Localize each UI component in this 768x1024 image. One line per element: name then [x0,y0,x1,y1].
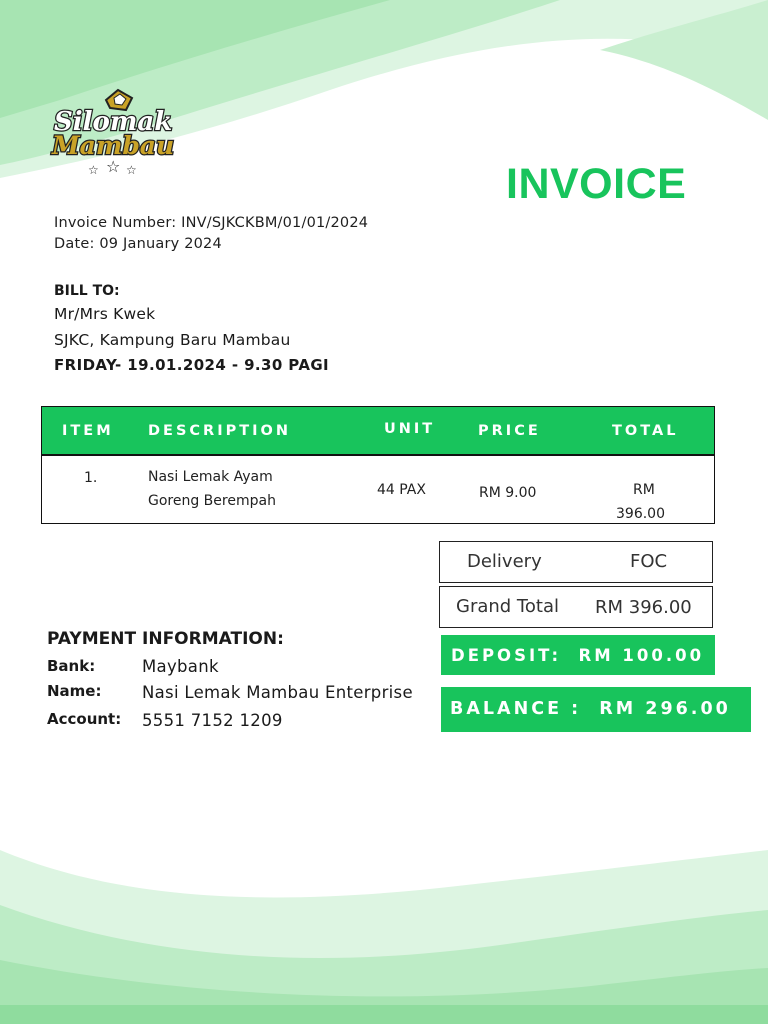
grand-total-label: Grand Total [456,596,559,617]
delivery-value: FOC [630,551,668,572]
header-price: PRICE [478,423,541,439]
grand-total-value: RM 396.00 [595,597,692,618]
bank-value: Maybank [142,657,219,676]
account-value: 5551 7152 1209 [142,711,283,730]
row-description-line2: Goreng Berempah [148,493,276,509]
grand-total-box [439,586,713,628]
logo-graphic [48,86,198,178]
header-total: TOTAL [612,423,679,439]
row-price: RM 9.00 [479,485,537,501]
deposit-bar: DEPOSIT: RM 100.00 [441,635,715,675]
invoice-number: Invoice Number: INV/SJKCKBM/01/01/2024 [54,215,369,231]
delivery-box [439,541,713,583]
header-item: ITEM [62,423,114,439]
bill-to-address: SJKC, Kampung Baru Mambau [54,331,291,349]
svg-text:Silomak: Silomak [54,107,173,137]
payment-title: PAYMENT INFORMATION: [47,629,284,649]
svg-text:Mambau: Mambau [52,131,175,160]
row-total-line1: RM [633,482,655,498]
bank-label: Bank: [47,657,96,675]
svg-text:☆: ☆ [106,157,121,176]
delivery-label: Delivery [467,551,542,572]
row-description-line1: Nasi Lemak Ayam [148,469,273,485]
account-label: Account: [47,710,122,728]
invoice-date: Date: 09 January 2024 [54,236,222,252]
header-description: DESCRIPTION [148,423,291,439]
items-table [41,406,715,524]
svg-text:☆: ☆ [88,163,99,177]
logo [48,86,198,178]
invoice-title: INVOICE [506,160,687,208]
bill-to-name: Mr/Mrs Kwek [54,305,156,323]
row-unit: 44 PAX [377,482,426,498]
header-unit: UNIT [384,421,436,437]
bill-to-label: BILL TO: [54,283,120,299]
name-label: Name: [47,682,102,700]
row-total-line2: 396.00 [616,506,665,522]
balance-bar: BALANCE : RM 296.00 [441,687,751,732]
svg-text:☆: ☆ [126,163,137,177]
name-value: Nasi Lemak Mambau Enterprise [142,683,413,702]
table-header [42,407,714,456]
bill-to-event: FRIDAY- 19.01.2024 - 9.30 PAGI [54,356,330,374]
row-item: 1. [84,470,98,486]
